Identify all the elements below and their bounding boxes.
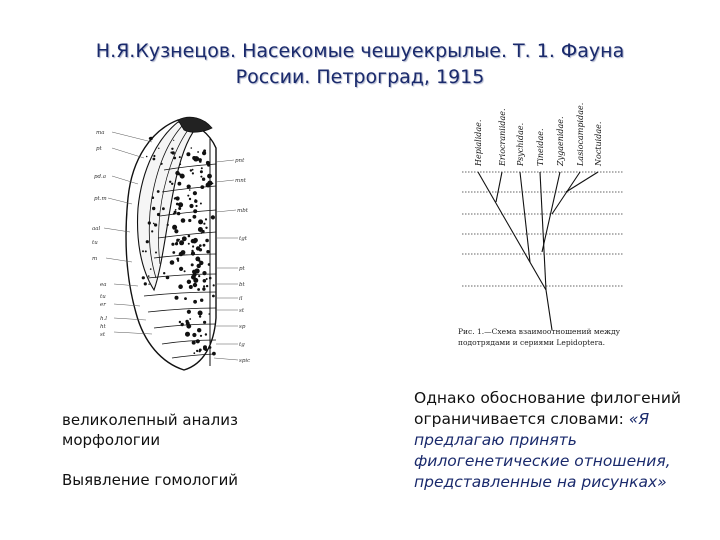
anatomy-label: mbt: [237, 208, 248, 214]
anatomy-label: st: [100, 332, 106, 338]
speckle-dot: [198, 311, 203, 316]
anatomy-label: pd.a: [94, 174, 107, 180]
speckle-dot: [172, 251, 175, 254]
anatomy-label: m: [92, 256, 98, 262]
speckle-dot: [199, 244, 202, 247]
speckle-dot: [200, 176, 202, 178]
speckle-dot: [172, 151, 175, 154]
speckle-dot: [195, 205, 197, 207]
speckle-dot: [197, 288, 200, 291]
speckle-dot: [206, 278, 208, 280]
speckle-dot: [212, 295, 215, 298]
speckle-dot: [178, 284, 183, 289]
speckle-dot: [202, 287, 205, 290]
speckle-dot: [207, 181, 212, 186]
speckle-dot: [198, 227, 203, 232]
speckle-dot: [148, 284, 149, 285]
spacer: [62, 450, 322, 470]
speckle-dot: [157, 213, 160, 216]
speckle-dot: [153, 158, 156, 161]
speckle-dot: [157, 190, 160, 193]
anatomy-label: ea: [100, 282, 107, 288]
taxon-label: Noctuidae.: [594, 121, 603, 166]
speckle-dot: [184, 297, 187, 300]
speckle-dot: [180, 174, 185, 179]
speckle-dot: [208, 313, 210, 315]
anatomy-label: tgt: [239, 236, 247, 242]
speckle-dot: [189, 198, 191, 200]
speckle-dot: [173, 140, 174, 141]
speckle-dot: [178, 182, 182, 186]
speckle-dot: [193, 300, 197, 304]
phylogeny-diagram: [456, 94, 636, 350]
phylogeny-quote-text: «Я предлагаю принять филогенетические отношения, представленные на рисунках»: [414, 410, 671, 491]
speckle-dot: [187, 195, 189, 197]
speckle-dot: [205, 333, 207, 335]
phylogeny-intro-text: Однако обоснование филогений ограничивается словами:: [414, 389, 681, 428]
speckle-dot: [208, 263, 211, 266]
speckle-dot: [161, 163, 163, 165]
speckle-dot: [184, 270, 186, 272]
speckle-dot: [169, 181, 171, 183]
speckle-dot: [154, 223, 157, 226]
speckle-dot: [166, 276, 170, 280]
speckle-dot: [144, 282, 147, 285]
speckle-dot: [151, 230, 153, 232]
speckle-dot: [202, 271, 206, 275]
speckle-dot: [179, 163, 181, 165]
speckle-dot: [202, 178, 205, 181]
speckle-dot: [179, 252, 183, 256]
speckle-dot: [200, 335, 202, 337]
anatomical-drawing-svg: [92, 108, 260, 378]
speckle-dot: [197, 264, 201, 268]
speckle-dot: [205, 218, 207, 220]
figure-caption-line-1: Рис. 1.—Схема взаимоотношений между: [458, 327, 621, 336]
anatomy-label: aal: [92, 226, 101, 232]
speckle-dot: [198, 158, 202, 162]
speckle-dot: [189, 204, 193, 208]
speckle-dot: [148, 221, 151, 224]
speckle-dot: [199, 315, 201, 317]
speckle-dot: [196, 339, 200, 343]
speckle-dot: [179, 240, 184, 245]
speckle-dot: [187, 310, 191, 314]
speckle-dot: [181, 218, 186, 223]
speckle-dot: [192, 172, 194, 174]
speckle-dot: [203, 149, 206, 152]
speckle-dot: [162, 207, 165, 210]
speckle-dot: [179, 156, 181, 158]
speckle-dot: [195, 268, 200, 273]
speckle-dot: [212, 352, 216, 356]
speckle-dot: [193, 283, 197, 287]
speckle-dot: [179, 321, 181, 323]
speckle-dot: [187, 185, 191, 189]
speckle-dot: [179, 267, 183, 271]
speckle-dot: [174, 197, 176, 199]
anatomy-label: sp: [239, 324, 246, 330]
anatomy-label: st: [239, 308, 245, 314]
speckle-dot: [186, 322, 190, 326]
speckle-dot: [193, 215, 197, 219]
speckle-dot: [172, 225, 177, 230]
speckle-dot: [176, 258, 179, 261]
anatomy-label: tu: [100, 294, 106, 300]
anatomy-label: pt: [239, 266, 245, 272]
speckle-dot: [195, 199, 197, 201]
speckle-dot: [186, 152, 190, 156]
speckle-dot: [193, 191, 197, 195]
right-text-block: [414, 388, 704, 493]
speckle-dot: [182, 237, 184, 239]
speckle-dot: [193, 352, 195, 354]
speckle-dot: [199, 350, 201, 352]
speckle-dot: [176, 196, 180, 200]
speckle-dot: [198, 275, 200, 277]
speckle-dot: [177, 212, 180, 215]
speckle-dot: [203, 279, 207, 283]
speckle-dot: [175, 209, 177, 211]
speckle-dot: [200, 203, 202, 205]
title-line-2: России. Петроград, 1915: [235, 66, 485, 88]
speckle-dot: [209, 277, 212, 280]
speckle-dot: [203, 285, 205, 287]
anatomy-label: bt: [239, 282, 245, 288]
title-line-1: Н.Я.Кузнецов. Насекомые чешуекрылые. Т. 1. Фауна: [95, 40, 625, 62]
slide-title: [40, 38, 680, 90]
tree-branches: [478, 172, 598, 330]
speckle-dot: [205, 239, 209, 243]
speckle-dot: [209, 346, 212, 349]
morphology-analysis-text: великолепный анализ морфологии: [62, 411, 238, 449]
speckle-dot: [174, 229, 178, 233]
speckle-dot: [152, 196, 155, 199]
speckle-dot: [213, 284, 215, 286]
speckle-dot: [178, 202, 183, 207]
anatomy-label: tu: [92, 240, 98, 246]
speckle-dot: [146, 240, 149, 243]
speckle-dot: [197, 151, 199, 153]
speckle-dot: [203, 244, 206, 247]
speckle-dot: [170, 260, 175, 265]
speckle-dot: [192, 341, 196, 345]
speckle-dot: [171, 148, 173, 150]
speckle-dot: [181, 323, 184, 326]
speckle-dot: [192, 333, 196, 337]
speckle-dot: [205, 227, 207, 229]
speckle-dot: [199, 248, 202, 251]
speckle-dot: [203, 223, 205, 225]
speckle-dot: [171, 243, 174, 246]
speckle-dot: [189, 285, 193, 289]
anatomy-label: h.l: [100, 316, 108, 322]
anatomy-label: pt.m: [94, 196, 107, 202]
speckle-dot: [167, 224, 169, 226]
anatomy-label: tg: [239, 342, 245, 348]
speckle-dot: [148, 275, 150, 277]
speckle-dot: [200, 185, 204, 189]
speckle-dot: [201, 167, 203, 169]
speckle-dot: [191, 147, 193, 149]
speckle-dot: [189, 189, 191, 191]
speckle-dot: [173, 157, 176, 160]
speckle-dot: [193, 209, 197, 213]
speckle-dot: [145, 250, 147, 252]
anatomy-label: ht: [100, 324, 106, 330]
taxon-label: Hepialidae.: [474, 119, 483, 166]
phylogeny-diagram-svg: [456, 94, 636, 350]
speckle-dot: [176, 203, 179, 206]
homology-text: Выявление гомологий: [62, 471, 239, 489]
speckle-dot: [196, 350, 198, 352]
speckle-dot: [194, 156, 199, 161]
taxon-label: Zygaenidae.: [556, 116, 565, 166]
anatomy-label: ma: [96, 130, 105, 136]
speckle-dot: [150, 268, 152, 270]
taxon-label: Tineidae.: [536, 128, 545, 166]
speckle-dot: [191, 263, 194, 266]
taxon-label: Lasiocampidae.: [576, 102, 585, 166]
speckle-dot: [192, 169, 194, 171]
anatomy-label: mnt: [235, 178, 246, 184]
speckle-dot: [206, 161, 210, 165]
speckle-dot: [192, 245, 194, 247]
speckle-dot: [171, 183, 173, 185]
speckle-dot: [207, 174, 212, 179]
speckle-dot: [155, 252, 157, 254]
speckle-dot: [175, 296, 179, 300]
speckle-dot: [163, 272, 165, 274]
anatomy-label: spic: [239, 358, 251, 364]
speckle-dot: [198, 219, 203, 224]
speckle-dot: [200, 170, 203, 173]
speckle-dot: [158, 148, 159, 149]
speckle-dot: [203, 345, 207, 349]
speckle-dot: [200, 299, 203, 302]
speckle-dot: [176, 242, 178, 244]
speckle-dot: [211, 215, 215, 219]
speckle-dot: [173, 213, 175, 215]
anatomical-drawing: [92, 108, 260, 378]
speckle-dot: [146, 156, 148, 158]
speckle-dot: [178, 207, 181, 210]
speckle-dot: [191, 239, 195, 243]
anatomy-label: er: [100, 302, 106, 308]
speckle-dot: [189, 318, 191, 320]
speckle-dot: [203, 321, 206, 324]
speckle-dot: [149, 137, 152, 140]
speckle-dot: [142, 276, 145, 279]
taxon-label: Psychidae.: [516, 122, 525, 166]
speckle-dot: [185, 332, 190, 337]
left-text-block: [62, 410, 322, 490]
anatomy-label: pt: [96, 146, 102, 152]
speckle-dot: [188, 235, 191, 238]
speckle-dot: [188, 243, 190, 245]
speckle-dot: [142, 250, 144, 252]
speckle-dot: [197, 328, 201, 332]
speckle-dot: [153, 223, 155, 225]
speckle-dot: [152, 207, 155, 210]
speckle-dot: [187, 280, 191, 284]
speckle-dot: [191, 251, 195, 255]
speckle-dot: [175, 171, 179, 175]
speckle-dot: [153, 155, 155, 157]
speckle-dot: [178, 239, 180, 241]
anatomy-label: pnt: [235, 158, 245, 164]
speckle-dot: [191, 275, 196, 280]
speckle-dot: [198, 260, 200, 262]
anatomy-label: il: [239, 296, 243, 302]
speckle-dot: [206, 250, 209, 253]
speckle-dot: [206, 285, 208, 287]
speckle-dot: [194, 280, 196, 282]
taxon-label: Eriocraniidae.: [498, 108, 507, 166]
speckle-dot: [188, 219, 191, 222]
figure-caption-line-2: подотрядами и сериями Lepidoptera.: [458, 338, 606, 347]
